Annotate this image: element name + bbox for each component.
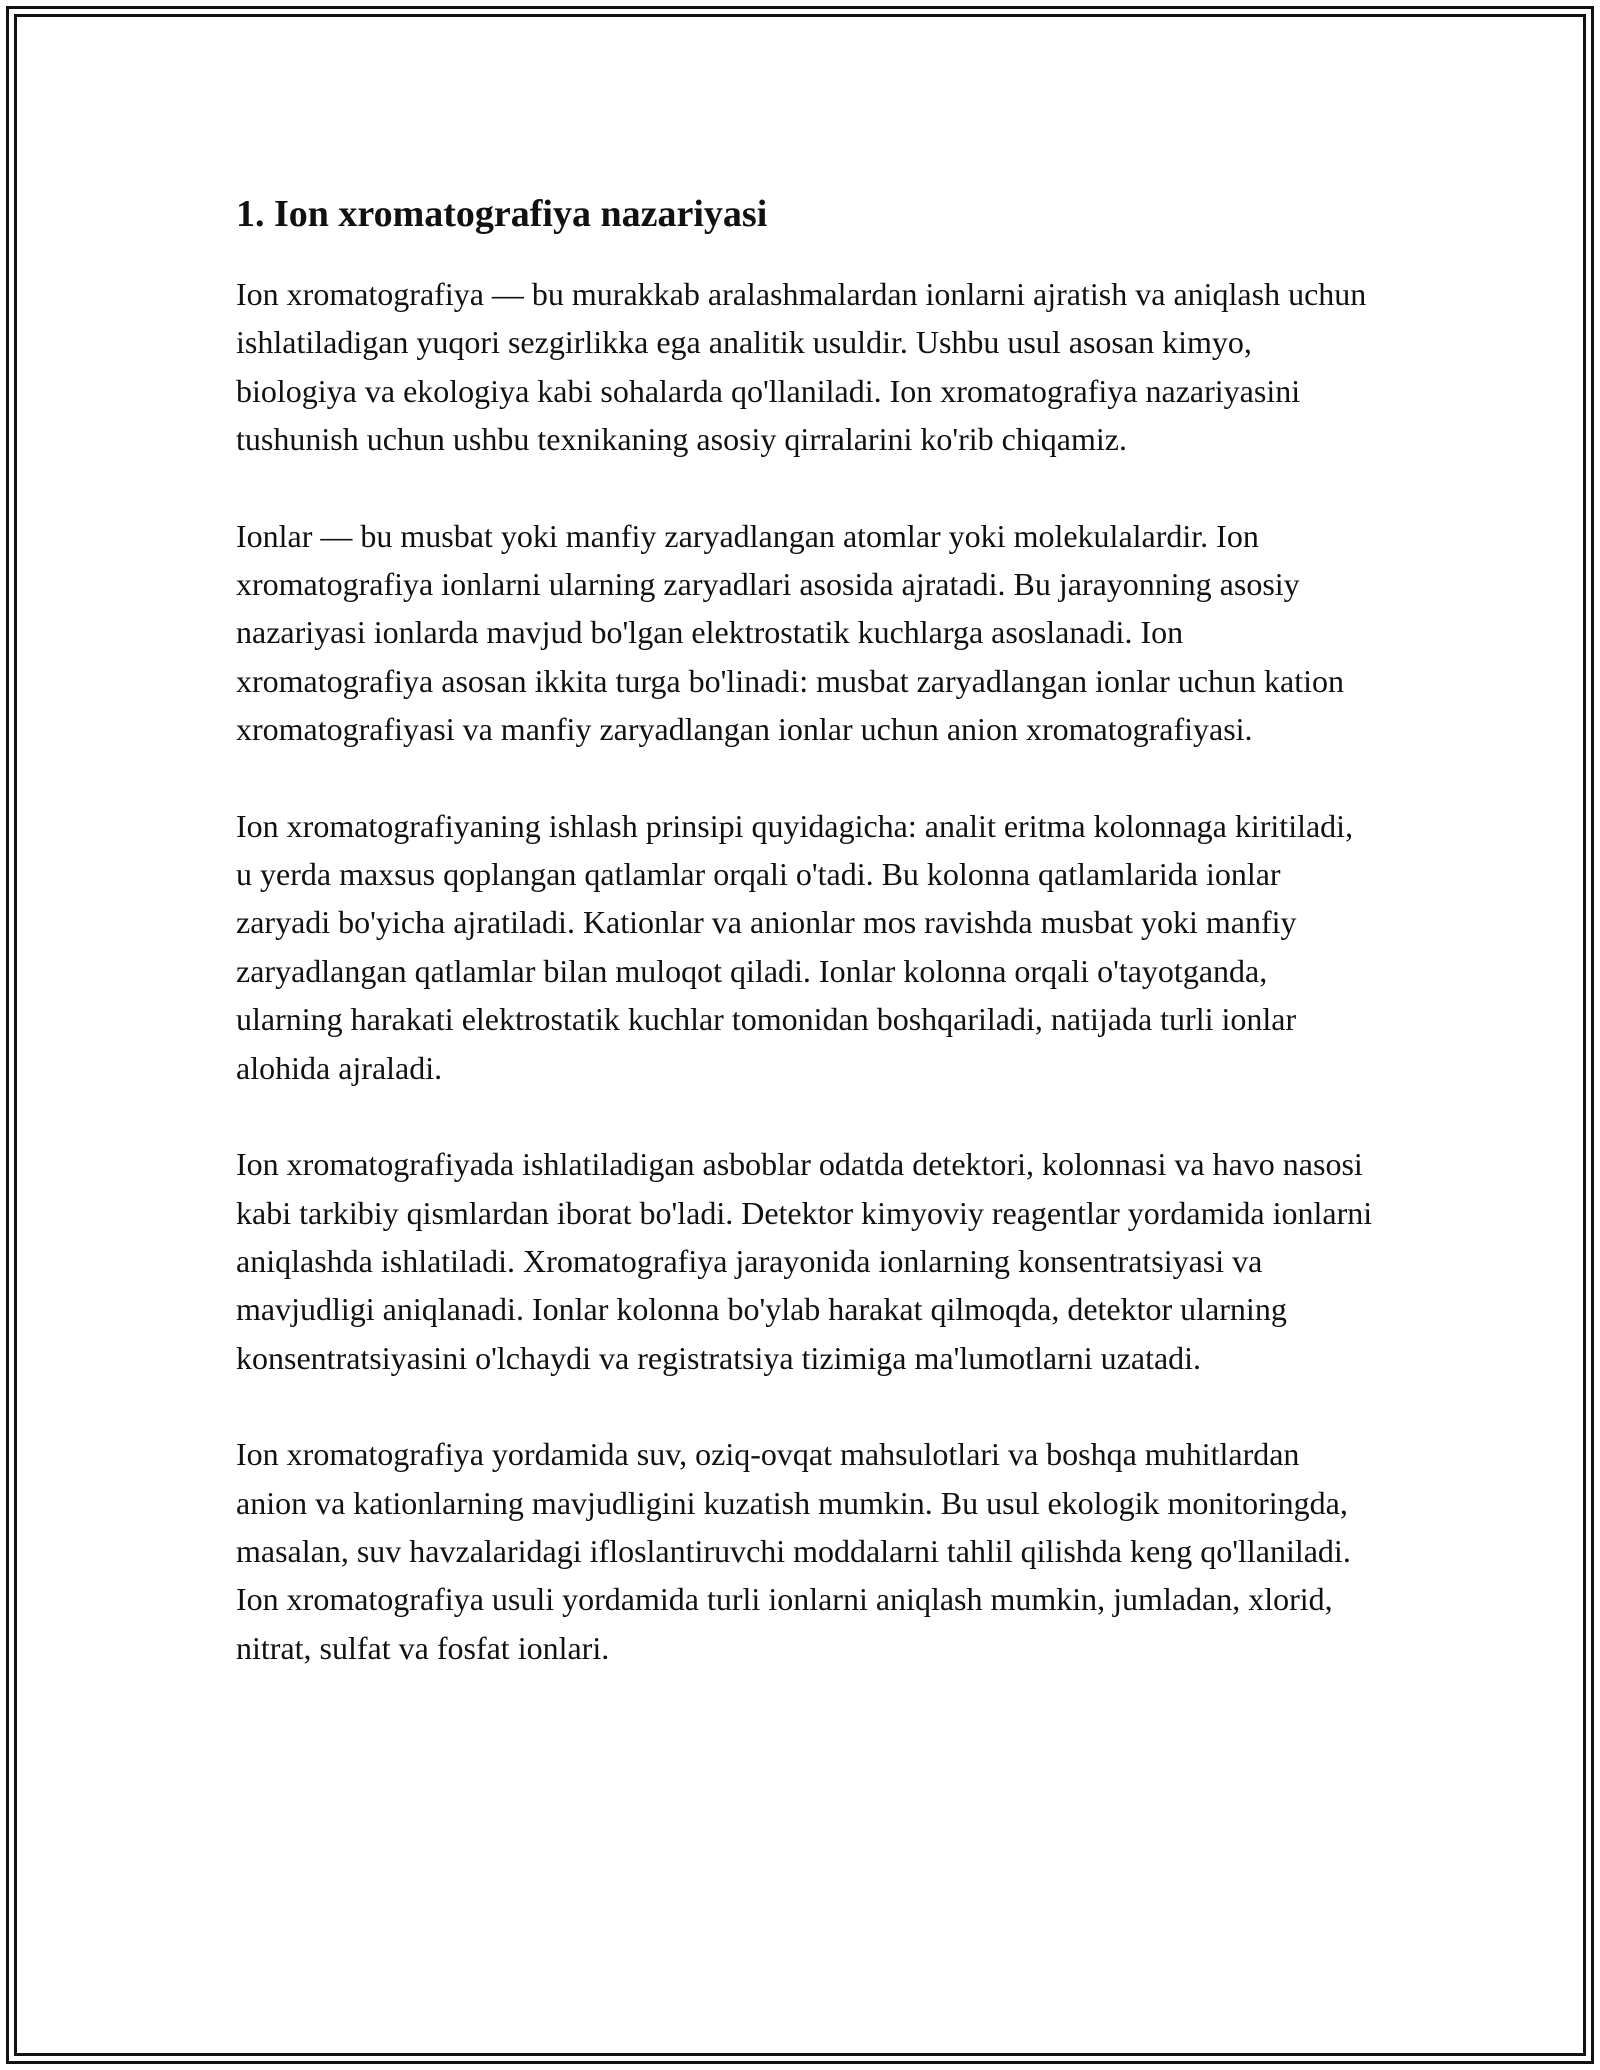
document-body bbox=[236, 185, 1376, 1720]
paragraph-3: Ion xromatografiyaning ishlash prinsipi quyidagicha: analit eritma kolonnaga kiritiladi, u yerda maxsus qoplangan qatlamlar orqali o'tadi. Bu kolonna qatlamlarida ionlar zaryadi bo'yicha ajratiladi. Kationlar va anionlar mos ravishda musbat yoki manfiy zaryadlangan qatlamlar bilan muloqot qiladi. Ionlar kolonna orqali o'tayotganda, ularning harakati elektrostatik kuchlar tomonidan boshqariladi, natijada turli ionlar alohida ajraladi. bbox=[236, 807, 1354, 1086]
paragraph-4: Ion xromatografiyada ishlatiladigan asboblar odatda detektori, kolonnasi va havo nasosi kabi tarkibiy qismlardan iborat bo'ladi. Detektor kimyoviy reagentlar yordamida ionlarni aniqlashda ishlatiladi. Xromatografiya jarayonida ionlarning konsentratsiyasi va mavjudligi aniqlanadi. Ionlar kolonna bo'ylab harakat qilmoqda, detektor ularning konsentratsiyasini o'lchaydi va registratsiya tizimiga ma'lumotlarni uzatadi. bbox=[236, 1146, 1373, 1376]
paragraph-5: Ion xromatografiya yordamida suv, oziq-ovqat mahsulotlari va boshqa muhitlardan anion va kationlarning mavjudligini kuzatish mumkin. Bu usul ekologik monitoringda, masalan, suv havzalaridagi ifloslantiruvchi moddalarni tahlil qilishda keng qo'llaniladi. Ion xromatografiya usuli yordamida turli ionlarni aniqlash mumkin, jumladan, xlorid, nitrat, sulfat va fosfat ionlari. bbox=[236, 1436, 1351, 1666]
document-title: 1. Ion xromatografiya nazariyasi bbox=[236, 193, 768, 235]
paragraph-1: Ion xromatografiya — bu murakkab aralashmalardan ionlarni ajratish va aniqlash uchun ishlatiladigan yuqori sezgirlikka ega analitik usuldir. Ushbu usul asosan kimyo, biologiya va ekologiya kabi sohalarda qo'llaniladi. Ion xromatografiya nazariyasini tushunish uchun ushbu texnikaning asosiy qirralarini ko'rib chiqamiz. bbox=[236, 276, 1367, 458]
paragraph-2: Ionlar — bu musbat yoki manfiy zaryadlangan atomlar yoki molekulalardir. Ion xromatografiya ionlarni ularning zaryadlari asosida ajratadi. Bu jarayonning asosiy nazariyasi ionlarda mavjud bo'lgan elektrostatik kuchlarga asoslanadi. Ion xromatografiya asosan ikkita turga bo'linadi: musbat zaryadlangan ionlar uchun kation xromatografiyasi va manfiy zaryadlangan ionlar uchun anion xromatografiyasi. bbox=[236, 517, 1344, 748]
